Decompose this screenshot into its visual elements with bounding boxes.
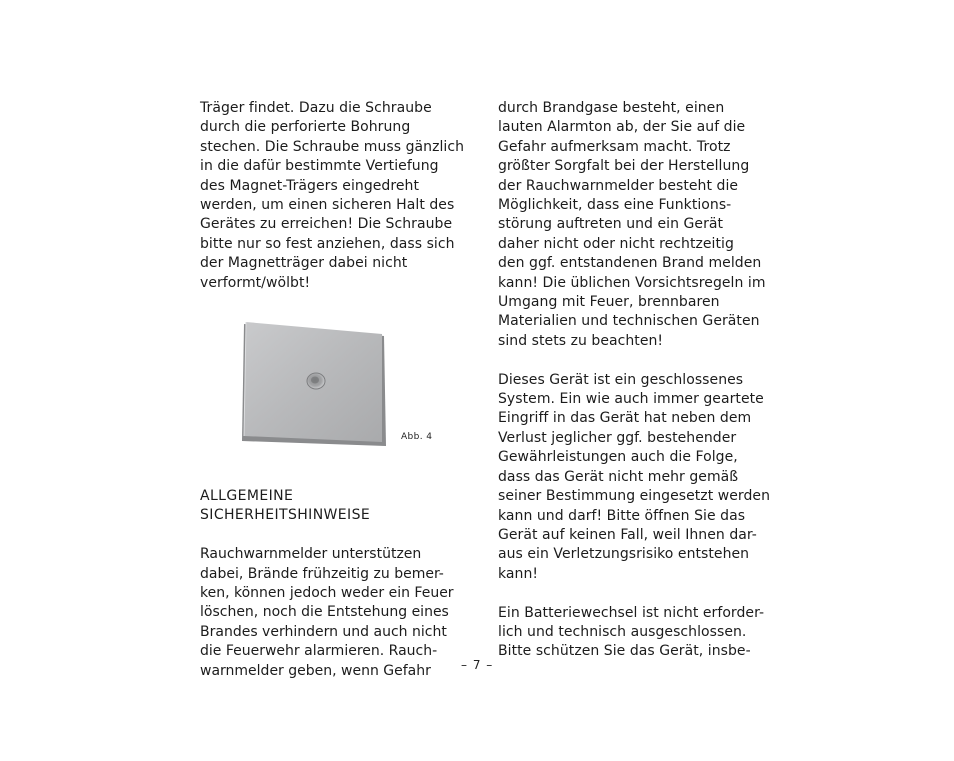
- page-number: – 7 –: [461, 658, 494, 672]
- text-line: lich und technisch ausgeschlossen.: [498, 623, 747, 640]
- intro-paragraph: [200, 99, 465, 293]
- section-heading: ALLGEMEINE SICHERHEITSHINWEISE: [200, 488, 371, 524]
- text-line: Gerätes zu erreichen! Die Schraube: [200, 216, 453, 233]
- text-line: dabei, Brände frühzeitig zu bemer-: [200, 565, 444, 582]
- text-line: größter Sorgfalt bei der Herstellung: [498, 158, 750, 175]
- safety-section: [200, 487, 460, 681]
- magnet-plate-image: [236, 316, 396, 451]
- closed-system-paragraph: [498, 371, 770, 584]
- text-line: Rauchwarnmelder unterstützen: [200, 546, 422, 563]
- text-line: löschen, noch die Entstehung eines: [200, 604, 449, 621]
- text-line: in die dafür bestimmte Vertiefung: [200, 158, 439, 175]
- text-line: verformt/wölbt!: [200, 274, 311, 291]
- text-line: des Magnet-Trägers eingedreht: [200, 177, 419, 194]
- text-line: Gewährleistungen auch die Folge,: [498, 449, 738, 466]
- text-line: werden, um einen sicheren Halt des: [200, 197, 455, 214]
- text-line: durch die perforierte Bohrung: [200, 119, 411, 136]
- text-line: seiner Bestimmung eingesetzt werden: [498, 488, 770, 505]
- text-line: Gefahr aufmerksam macht. Trotz: [498, 138, 731, 155]
- text-line: kann und darf! Bitte öffnen Sie das: [498, 507, 746, 524]
- right-column: [498, 99, 770, 662]
- text-line: sind stets zu beachten!: [498, 332, 664, 349]
- text-line: aus ein Verletzungsrisiko entstehen: [498, 546, 750, 563]
- text-line: System. Ein wie auch immer geartete: [498, 391, 764, 408]
- text-line: Materialien und technischen Geräten: [498, 313, 760, 330]
- alarm-paragraph: [498, 99, 766, 351]
- text-line: störung auftreten und ein Gerät: [498, 216, 724, 233]
- text-line: Verlust jeglicher ggf. bestehender: [498, 429, 737, 446]
- text-line: Ein Batteriewechsel ist nicht erforder-: [498, 604, 765, 621]
- text-line: den ggf. entstandenen Brand melden: [498, 255, 762, 272]
- text-line: dass das Gerät nicht mehr gemäß: [498, 468, 739, 485]
- text-line: Gerät auf keinen Fall, weil Ihnen dar-: [498, 526, 757, 543]
- text-line: lauten Alarmton ab, der Sie auf die: [498, 119, 746, 136]
- text-line: Träger findet. Dazu die Schraube: [200, 100, 432, 116]
- text-line: Brandes verhindern und auch nicht: [200, 623, 447, 640]
- text-line: Dieses Gerät ist ein geschlossenes: [498, 371, 744, 388]
- text-line: kann!: [498, 565, 539, 582]
- left-column-intro: [200, 99, 465, 293]
- text-line: Möglichkeit, dass eine Funktions-: [498, 197, 732, 214]
- text-line: warnmelder geben, wenn Gefahr: [200, 662, 431, 679]
- text-line: ken, können jedoch weder ein Feuer: [200, 585, 454, 602]
- text-line: daher nicht oder nicht rechtzeitig: [498, 235, 734, 252]
- text-line: durch Brandgase besteht, einen: [498, 100, 725, 116]
- safety-paragraph: [200, 545, 460, 681]
- magnet-plate-figure: [236, 316, 396, 451]
- text-line: der Rauchwarnmelder besteht die: [498, 177, 739, 194]
- text-line: stechen. Die Schraube muss gänzlich: [200, 138, 465, 155]
- text-line: Bitte schützen Sie das Gerät, insbe-: [498, 643, 751, 660]
- text-line: kann! Die üblichen Vorsichtsregeln im: [498, 274, 766, 291]
- figure-caption: Abb. 4: [401, 432, 433, 442]
- text-line: die Feuerwehr alarmieren. Rauch-: [200, 643, 438, 660]
- text-line: der Magnetträger dabei nicht: [200, 255, 408, 272]
- text-line: Eingriff in das Gerät hat neben dem: [498, 410, 752, 427]
- text-line: Umgang mit Feuer, brennbaren: [498, 294, 720, 311]
- text-line: bitte nur so fest anziehen, dass sich: [200, 235, 455, 252]
- battery-paragraph: [498, 604, 765, 662]
